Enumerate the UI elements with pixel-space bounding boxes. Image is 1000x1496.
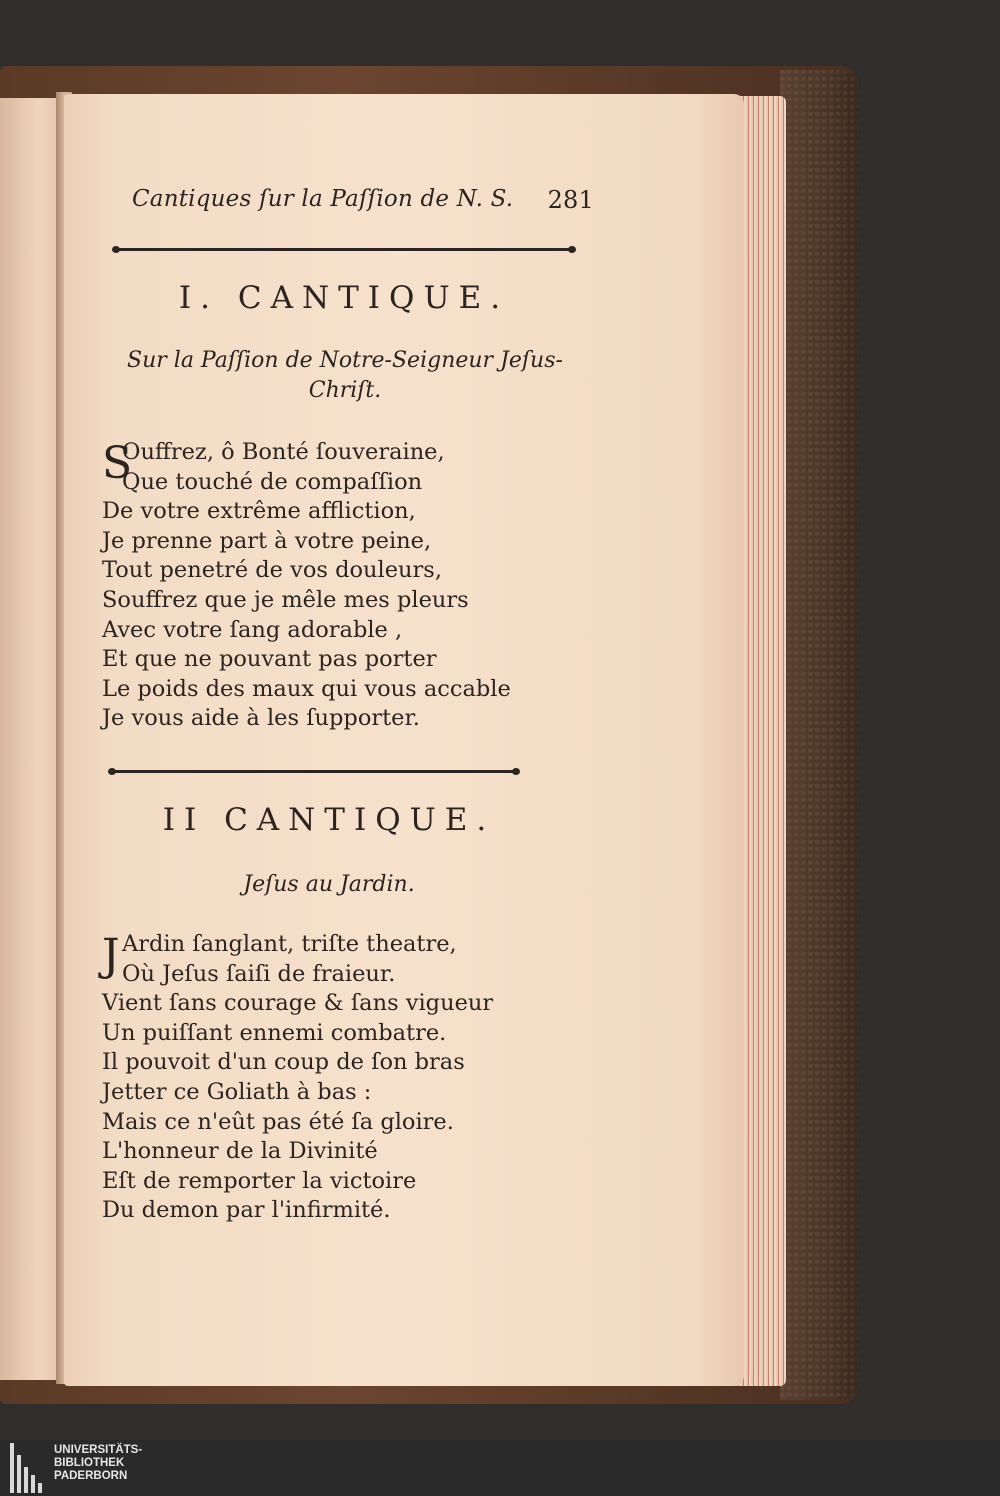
stanza xyxy=(102,930,493,1226)
verse-line: Et que ne pouvant pas porter xyxy=(102,646,437,673)
section-subtitle xyxy=(100,346,590,406)
verse-line: Mais ce n'eût pas été ſa gloire. xyxy=(102,1108,454,1135)
stanza xyxy=(102,438,511,734)
library-name-line: UNIVERSITÄTS- xyxy=(54,1444,143,1456)
drop-cap: S xyxy=(102,438,133,489)
page-number: 281 xyxy=(547,186,594,214)
verse-line: Avec votre ſang adorable , xyxy=(102,616,403,643)
library-name-line: BIBLIOTHEK xyxy=(54,1457,125,1469)
verse-line: Jetter ce Goliath à bas : xyxy=(102,1078,372,1105)
library-name-line: PADERBORN xyxy=(54,1470,128,1482)
subtitle-line: Sur la Paſſion de Notre-Seigneur Jeſus- xyxy=(127,348,563,373)
verse-line: Le poids des maux qui vous accable xyxy=(102,675,511,702)
verse-line: Où Jeſus ſaiſi de fraieur. xyxy=(122,960,396,987)
verse-line: Ardin ſanglant, triſte theatre, xyxy=(122,931,457,957)
verse-line: Tout penetré de vos douleurs, xyxy=(102,557,443,584)
left-page xyxy=(0,98,64,1380)
drop-cap: J xyxy=(102,930,120,981)
verse-line: Que touché de compaſſion xyxy=(122,468,423,495)
verse-line: Ouffrez, ô Bonté ſouveraine, xyxy=(122,439,445,465)
verse-line: L'honneur de la Divinité xyxy=(102,1138,378,1165)
verse-line: Je vous aide à les ſupporter. xyxy=(102,705,420,732)
running-head-title: Cantiques ſur la Paſſion de N. S. xyxy=(132,186,514,212)
verse-line: Souffrez que je mêle mes pleurs xyxy=(102,586,469,613)
verse-line: Du demon par l'infirmité. xyxy=(102,1197,391,1224)
verse-line: Je prenne part à votre peine, xyxy=(102,527,432,554)
book-spine-edge xyxy=(780,70,858,1400)
section-heading: II CANTIQUE. xyxy=(162,802,496,838)
verse-line: De votre extrême affliction, xyxy=(102,498,416,525)
ornamental-rule xyxy=(114,248,574,251)
verse-line: Il pouvoit d'un coup de ſon bras xyxy=(102,1049,465,1076)
library-logo-icon xyxy=(10,1443,50,1493)
section-heading: I. CANTIQUE. xyxy=(178,280,510,316)
section-subtitle: Jeſus au Jardin. xyxy=(243,872,415,897)
ornamental-rule xyxy=(110,770,518,773)
subtitle-line: Chriſt. xyxy=(308,378,382,403)
running-head xyxy=(132,186,594,214)
verse-line: Eſt de remporter la victoire xyxy=(102,1167,417,1194)
library-footer xyxy=(0,1440,1000,1496)
book-page xyxy=(64,94,744,1386)
library-name xyxy=(54,1444,142,1483)
verse-line: Un puiſſant ennemi combatre. xyxy=(102,1019,447,1046)
verse-line: Vient ſans courage & ſans vigueur xyxy=(102,990,494,1017)
